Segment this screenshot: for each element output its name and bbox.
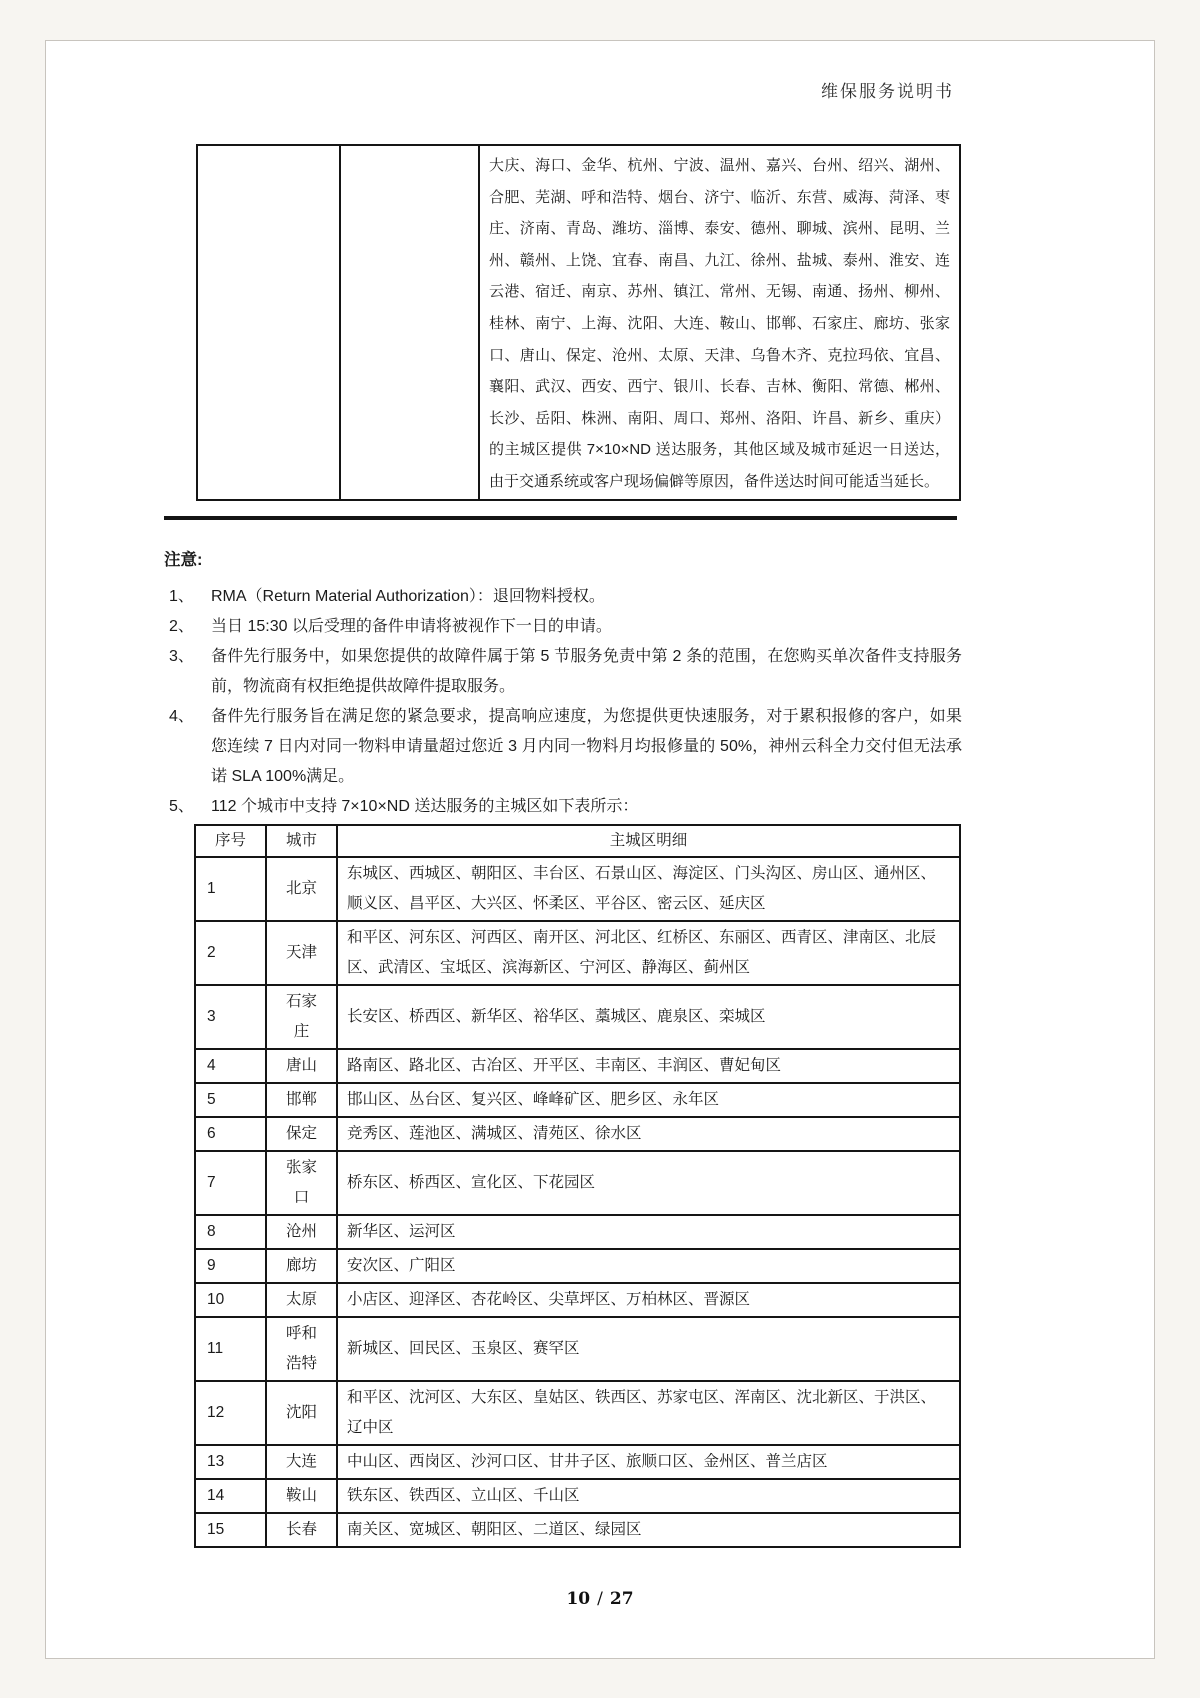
note-number: 2、 (169, 618, 194, 635)
cell-districts: 竞秀区、莲池区、满城区、清苑区、徐水区 (337, 1117, 960, 1151)
table-row (195, 1381, 960, 1445)
note-number: 3、 (169, 648, 194, 665)
continuation-cell-2 (340, 145, 479, 500)
cell-districts: 和平区、河东区、河西区、南开区、河北区、红桥区、东丽区、西青区、津南区、北辰区、武清区、宝坻区、滨海新区、宁河区、静海区、蓟州区 (337, 921, 960, 985)
table-row (195, 1479, 960, 1513)
cell-city: 廊坊 (266, 1249, 337, 1283)
continuation-cell-1 (197, 145, 340, 500)
cell-no: 9 (195, 1249, 266, 1283)
table-row (195, 1317, 960, 1381)
cell-city: 长春 (266, 1513, 337, 1547)
cell-districts: 南关区、宽城区、朝阳区、二道区、绿园区 (337, 1513, 960, 1547)
cell-no: 4 (195, 1049, 266, 1083)
table-row (195, 857, 960, 921)
note-text: RMA（Return Material Authorization）：退回物料授权。 (211, 588, 605, 605)
continuation-table (196, 144, 961, 501)
cell-no: 12 (195, 1381, 266, 1445)
cell-city: 天津 (266, 921, 337, 985)
cell-city: 太原 (266, 1283, 337, 1317)
cell-districts: 铁东区、铁西区、立山区、千山区 (337, 1479, 960, 1513)
page-footer (46, 1589, 1154, 1609)
cell-city: 保定 (266, 1117, 337, 1151)
cell-no: 2 (195, 921, 266, 985)
table-row (195, 1117, 960, 1151)
table-row (195, 1283, 960, 1317)
page-number-separator: / (597, 1589, 603, 1609)
cell-no: 6 (195, 1117, 266, 1151)
table-row (195, 1249, 960, 1283)
city-table (194, 824, 961, 1548)
page-sheet (45, 40, 1155, 1659)
note-item (164, 702, 962, 792)
cell-city: 张家口 (266, 1151, 337, 1215)
cell-districts: 安次区、广阳区 (337, 1249, 960, 1283)
cell-districts: 新城区、回民区、玉泉区、赛罕区 (337, 1317, 960, 1381)
city-table-header-row (195, 825, 960, 857)
continuation-cell-districts (479, 145, 960, 500)
cell-no: 11 (195, 1317, 266, 1381)
table-row (195, 921, 960, 985)
table-row (195, 1151, 960, 1215)
page-number-total: 27 (609, 1589, 634, 1609)
cell-no: 10 (195, 1283, 266, 1317)
cell-districts: 桥东区、桥西区、宣化区、下花园区 (337, 1151, 960, 1215)
cell-city: 石家庄 (266, 985, 337, 1049)
cell-districts: 邯山区、丛台区、复兴区、峰峰矿区、肥乡区、永年区 (337, 1083, 960, 1117)
cell-city: 沧州 (266, 1215, 337, 1249)
cell-no: 1 (195, 857, 266, 921)
cell-districts: 新华区、运河区 (337, 1215, 960, 1249)
districts-paragraph: 大庆、海口、金华、杭州、宁波、温州、嘉兴、台州、绍兴、湖州、合肥、芜湖、呼和浩特、烟台、济宁、临沂、东营、威海、菏泽、枣庄、济南、青岛、潍坊、淄博、泰安、德州、聊城、滨州、昆明、兰州、赣州、上饶、宜春、南昌、九江、徐州、盐城、泰州、淮安、连云港、宿迁、南京、苏州、镇江、常州、无锡、南通、扬州、柳州、桂林、南宁、上海、沈阳、大连、鞍山、邯郸、石家庄、廊坊、张家口、唐山、保定、沧州、太原、天津、乌鲁木齐、克拉玛依、宜昌、襄阳、武汉、西安、西宁、银川、长春、吉林、衡阳、常德、郴州、长沙、岳阳、株洲、南阳、周口、郑州、洛阳、许昌、新乡、重庆）的主城区提供 7×10×ND 送达服务，其他区域及城市延迟一日送达，由于交通系统或客户现场偏僻等原因，备件送达时间可能适当延长。 (489, 157, 950, 490)
table-row (195, 1049, 960, 1083)
cell-city: 大连 (266, 1445, 337, 1479)
cell-districts: 东城区、西城区、朝阳区、丰台区、石景山区、海淀区、门头沟区、房山区、通州区、顺义区、昌平区、大兴区、怀柔区、平谷区、密云区、延庆区 (337, 857, 960, 921)
cell-no: 14 (195, 1479, 266, 1513)
notes-heading: 注意: (164, 551, 203, 569)
continuation-row (197, 145, 960, 500)
cell-districts: 路南区、路北区、古冶区、开平区、丰南区、丰润区、曹妃甸区 (337, 1049, 960, 1083)
note-text: 当日 15:30 以后受理的备件申请将被视作下一日的申请。 (211, 618, 612, 635)
cell-city: 鞍山 (266, 1479, 337, 1513)
note-number: 4、 (169, 708, 194, 725)
cell-city: 北京 (266, 857, 337, 921)
cell-districts: 小店区、迎泽区、杏花岭区、尖草坪区、万柏林区、晋源区 (337, 1283, 960, 1317)
table-row (195, 1445, 960, 1479)
note-text: 备件先行服务旨在满足您的紧急要求，提高响应速度，为您提供更快速服务，对于累积报修的客户，如果您连续 7 日内对同一物料申请量超过您近 3 月内同一物料月均报修量的 50%，神州云科全力交付但无法承诺 SLA 100%满足。 (211, 708, 962, 785)
page-number-current: 10 (566, 1589, 591, 1609)
note-item (164, 642, 962, 702)
section-divider (164, 516, 957, 520)
cell-districts: 和平区、沈河区、大东区、皇姑区、铁西区、苏家屯区、浑南区、沈北新区、于洪区、辽中区 (337, 1381, 960, 1445)
table-row (195, 1513, 960, 1547)
note-text: 备件先行服务中，如果您提供的故障件属于第 5 节服务免责中第 2 条的范围，在您购买单次备件支持服务前，物流商有权拒绝提供故障件提取服务。 (211, 648, 962, 695)
cell-no: 13 (195, 1445, 266, 1479)
note-text: 112 个城市中支持 7×10×ND 送达服务的主城区如下表所示： (211, 798, 639, 815)
note-item (164, 612, 962, 642)
cell-no: 8 (195, 1215, 266, 1249)
cell-city: 呼和浩特 (266, 1317, 337, 1381)
page-header-title: 维保服务说明书 (821, 82, 954, 102)
table-row (195, 985, 960, 1049)
table-row (195, 1215, 960, 1249)
cell-no: 3 (195, 985, 266, 1049)
cell-districts: 中山区、西岗区、沙河口区、甘井子区、旅顺口区、金州区、普兰店区 (337, 1445, 960, 1479)
note-number: 5、 (169, 798, 194, 815)
note-item (164, 582, 962, 612)
notes-list (164, 582, 962, 822)
col-header-city: 城市 (266, 825, 337, 857)
cell-districts: 长安区、桥西区、新华区、裕华区、藁城区、鹿泉区、栾城区 (337, 985, 960, 1049)
note-item (164, 792, 962, 822)
cell-city: 唐山 (266, 1049, 337, 1083)
cell-no: 5 (195, 1083, 266, 1117)
cell-no: 15 (195, 1513, 266, 1547)
cell-no: 7 (195, 1151, 266, 1215)
cell-city: 邯郸 (266, 1083, 337, 1117)
col-header-districts: 主城区明细 (337, 825, 960, 857)
note-number: 1、 (169, 588, 194, 605)
col-header-no: 序号 (195, 825, 266, 857)
cell-city: 沈阳 (266, 1381, 337, 1445)
notes-section (164, 545, 962, 822)
table-row (195, 1083, 960, 1117)
